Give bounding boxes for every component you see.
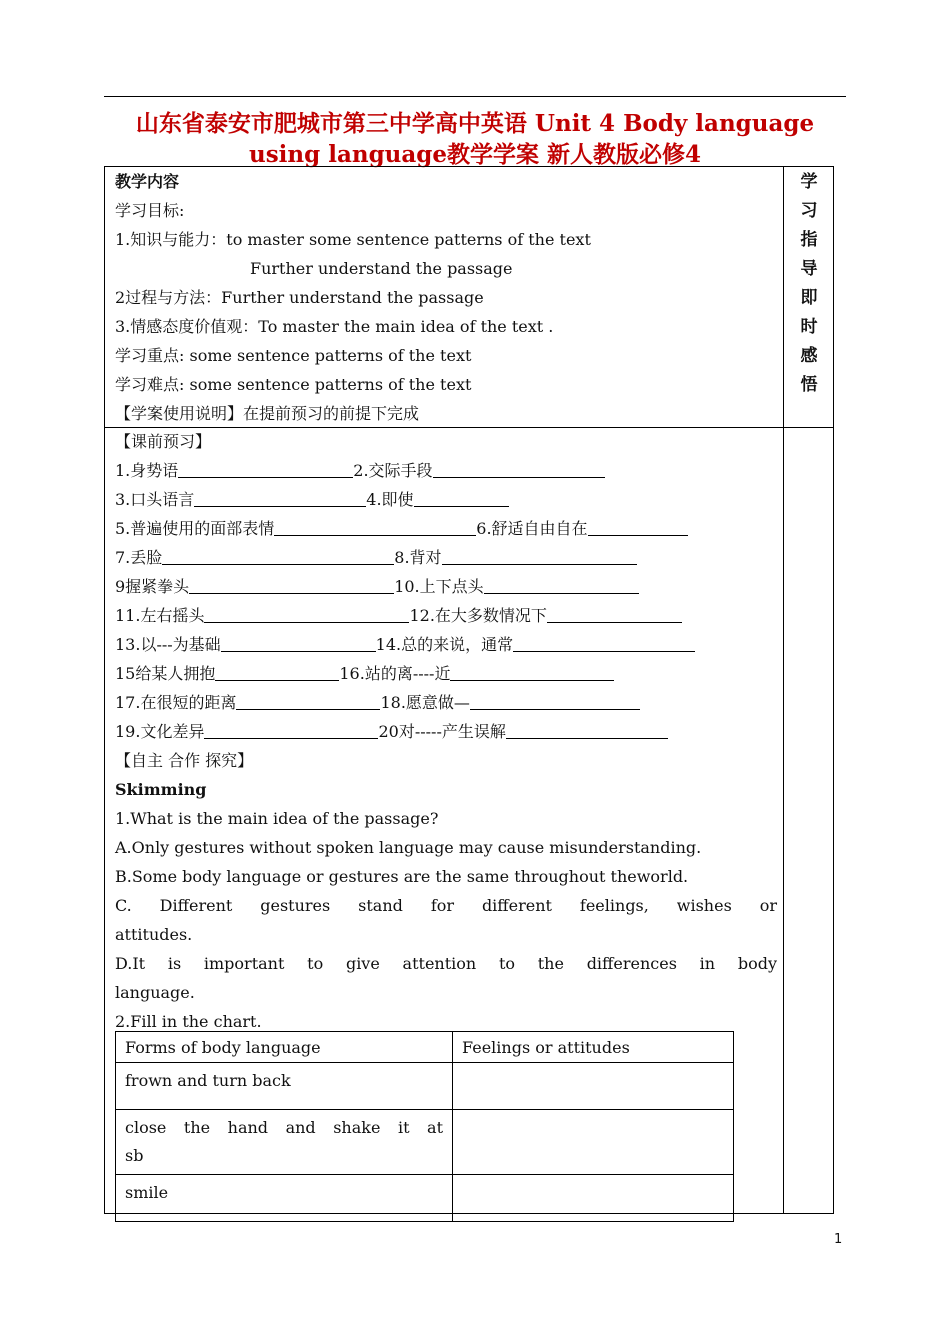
preview-row — [115, 485, 777, 514]
answer-blank[interactable] — [513, 633, 695, 652]
header-rule — [104, 96, 846, 97]
sidebar-char: 指 — [800, 230, 818, 250]
chart-form-cell: smile — [116, 1175, 453, 1222]
key-point: 学习重点: some sentence patterns of the text — [115, 346, 472, 365]
vocab-prompt: 15给某人拥抱 — [115, 664, 216, 683]
chart-answer-cell[interactable] — [453, 1175, 734, 1222]
intro-heading: 教学内容 — [115, 172, 180, 191]
chart-header-feelings: Feelings or attitudes — [453, 1032, 734, 1063]
goal-3: 3.情感态度价值观：To master the main idea of the text . — [115, 317, 554, 336]
preview-row — [115, 456, 777, 485]
preview-row — [115, 688, 777, 717]
option-c: C. Different gestures stand for different feelings, wishes or — [115, 896, 777, 915]
page-number: 1 — [834, 1232, 843, 1247]
vocab-prompt: 14.总的来说，通常 — [375, 635, 514, 654]
document-title — [104, 108, 846, 170]
vocab-prompt: 10.上下点头 — [394, 577, 484, 596]
preview-row — [115, 601, 777, 630]
answer-blank[interactable] — [189, 575, 394, 594]
vocab-prompt: 18.愿意做— — [380, 693, 470, 712]
sidebar-char: 即 — [800, 288, 818, 308]
preview-row — [115, 630, 777, 659]
answer-blank[interactable] — [194, 488, 366, 507]
sidebar-char: 时 — [800, 317, 818, 337]
option-d-continued: language. — [115, 983, 195, 1002]
vocab-prompt: 12.在大多数情况下 — [409, 606, 547, 625]
answer-blank[interactable] — [414, 488, 509, 507]
vocab-prompt: 5.普遍使用的面部表情 — [115, 519, 275, 538]
vocab-prompt: 2.交际手段 — [353, 461, 433, 480]
preview-section — [115, 427, 777, 1036]
answer-blank[interactable] — [506, 720, 668, 739]
answer-blank[interactable] — [274, 517, 476, 536]
preview-row — [115, 514, 777, 543]
goals-label: 学习目标: — [115, 201, 185, 220]
vocab-prompt: 1.身势语 — [115, 461, 179, 480]
answer-blank[interactable] — [470, 691, 640, 710]
sidebar-char: 习 — [800, 201, 818, 221]
skimming-heading: Skimming — [115, 780, 207, 799]
vocab-prompt: 3.口头语言 — [115, 490, 195, 509]
usage-note: 【学案使用说明】在提前预习的前提下完成 — [115, 404, 420, 423]
preview-row — [115, 572, 777, 601]
preview-heading: 【课前预习】 — [115, 432, 212, 451]
chart-header-forms: Forms of body language — [116, 1032, 453, 1063]
preview-row — [115, 717, 777, 746]
answer-blank[interactable] — [215, 662, 339, 681]
preview-row — [115, 659, 777, 688]
answer-blank[interactable] — [450, 662, 614, 681]
answer-blank[interactable] — [204, 720, 378, 739]
chart-row — [116, 1175, 734, 1222]
body-language-chart — [115, 1031, 734, 1222]
chart-row — [116, 1110, 734, 1175]
chart-form-cell: close the hand and shake it at sb — [116, 1110, 453, 1175]
option-d: D.It is important to give attention to the differences in body — [115, 954, 777, 973]
sidebar-char: 感 — [800, 346, 818, 366]
vocab-prompt: 6.舒适自由自在 — [476, 519, 588, 538]
answer-blank[interactable] — [484, 575, 639, 594]
sidebar-char: 悟 — [800, 375, 818, 395]
answer-blank[interactable] — [236, 691, 380, 710]
guidance-sidebar — [784, 168, 834, 400]
chart-answer-cell[interactable] — [453, 1063, 734, 1110]
goal-1-continued: Further understand the passage — [250, 259, 513, 278]
answer-blank[interactable] — [433, 459, 605, 478]
sidebar-char: 导 — [800, 259, 818, 279]
chart-row — [116, 1063, 734, 1110]
title-line-2: using language教学学案 新人教版必修4 — [248, 141, 701, 168]
vocab-prompt: 9握紧拳头 — [115, 577, 190, 596]
vocab-prompt: 20对-----产生误解 — [378, 722, 506, 741]
sidebar-char: 学 — [800, 172, 818, 192]
preview-row — [115, 543, 777, 572]
chart-header-row — [116, 1032, 734, 1063]
vocab-prompt: 16.站的离----近 — [339, 664, 451, 683]
difficult-point: 学习难点: some sentence patterns of the text — [115, 375, 472, 394]
vocab-prompt: 19.文化差异 — [115, 722, 205, 741]
option-c-continued: attitudes. — [115, 925, 193, 944]
title-line-1: 山东省泰安市肥城市第三中学高中英语 Unit 4 Body language — [135, 110, 815, 137]
answer-blank[interactable] — [547, 604, 682, 623]
option-a: A.Only gestures without spoken language may cause misunderstanding. — [115, 838, 702, 857]
explore-heading: 【自主 合作 探究】 — [115, 751, 254, 770]
question-1: 1.What is the main idea of the passage? — [115, 809, 439, 828]
vocab-prompt: 17.在很短的距离 — [115, 693, 237, 712]
question-2: 2.Fill in the chart. — [115, 1012, 262, 1031]
option-b: B.Some body language or gestures are the same throughout theworld. — [115, 867, 689, 886]
goal-2: 2过程与方法：Further understand the passage — [115, 288, 484, 307]
vocab-prompt: 7.丢脸 — [115, 548, 163, 567]
vocab-prompt: 8.背对 — [394, 548, 442, 567]
chart-answer-cell[interactable] — [453, 1110, 734, 1175]
chart-form-cell: frown and turn back — [116, 1063, 453, 1110]
vocab-prompt: 4.即使 — [366, 490, 414, 509]
intro-section — [115, 167, 777, 428]
vocab-prompt: 11.左右摇头 — [115, 606, 205, 625]
answer-blank[interactable] — [588, 517, 688, 536]
goal-1: 1.知识与能力：to master some sentence patterns of the text — [115, 230, 591, 249]
answer-blank[interactable] — [162, 546, 394, 565]
answer-blank[interactable] — [442, 546, 637, 565]
answer-blank[interactable] — [178, 459, 353, 478]
answer-blank[interactable] — [204, 604, 409, 623]
answer-blank[interactable] — [221, 633, 376, 652]
vocab-prompt: 13.以---为基础 — [115, 635, 221, 654]
